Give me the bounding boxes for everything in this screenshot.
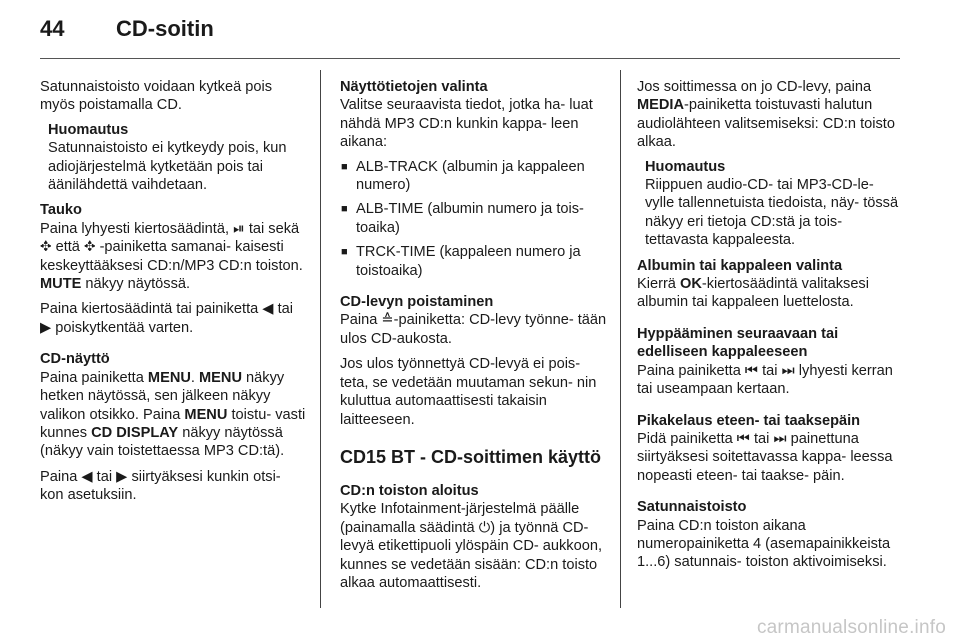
paragraph-poisto: Paina ≙-painiketta: CD-levy työnne- tään ulos CD-aukosta. [340,312,607,347]
note-body: Satunnaistoisto ei kytkeydy pois, kun adiojärjestelmä kytketään pois tai äänilähdettä vaihdetaan. [48,140,287,194]
menu-label: MENU [199,369,242,386]
seek-forward-icon: ⏭ [773,430,787,447]
eject-icon: ≙ [381,312,394,329]
arrow-left-icon: ◀ [81,468,93,485]
list-item: ■ ALB-TIME (albumin numero ja tois- toaika) [340,200,608,237]
section-heading-satunnaistoisto: Satunnaistoisto [637,499,747,516]
arrow-left-icon: ◀ [262,301,274,318]
power-icon: ⏻ [478,519,491,536]
seek-back-icon: ⏮ [744,362,759,379]
paragraph-pikakelaus: Pidä painiketta ⏮ tai ⏭ painettuna siirtyäksesi soitettavassa kappa- leessa nopeasti eteen- tai taakse- päin. [637,430,893,484]
menu-label: MENU [147,369,191,386]
paragraph-aloitus: Kytke Infotainment-järjestelmä päälle (painamalla säädintä ⏻) ja työnnä CD-levyä etikettipuoli ylöspäin CD- aukkoon, kunnes se vedetään sisään: CD:n toisto alkaa automaattisesti. [340,501,603,591]
column-2 [340,78,608,592]
paragraph-cd-naytto: Paina painiketta MENU. MENU näkyy hetken näytössä, sen jälkeen näkyy valikon otsikko. Paina MENU toistu- vasti kunnes CD DISPLAY näkyy näytössä (näkyy vain toistettaessa MP3 CD:tä). [40,369,306,460]
paragraph-hyppaaminen: Paina painiketta ⏮ tai ⏭ lyhyesti kerran tai useampaan kertaan. [637,362,893,398]
column-divider-1 [320,70,321,608]
section-heading-hyppaaminen: Hyppääminen seuraavaan tai edelliseen kappaleeseen [637,325,839,361]
section-heading-pikakelaus: Pikakelaus eteen- tai taaksepäin [637,412,861,429]
watermark: carmanualsonline.info [756,617,946,638]
note-body: Riippuen audio-CD- tai MP3-CD-le- vylle tallennetuista tiedoista, näy- tössä näkyy eri tietoja CD:stä ja tois- tettavasta kappaleesta. [645,177,899,249]
paragraph: Jos soittimessa on jo CD-levy, paina MEDIA-painiketta toistuvasti halutun audiolähteen valitsemiseksi: CD:n toisto alkaa. [637,79,895,151]
paragraph: Satunnaistoisto voidaan kytkeä pois myös poistamalla CD. [40,79,273,114]
paragraph-tauko: Paina lyhyesti kiertosäädintä, ⏯ tai sekä ✥ että ✥ -painiketta samanai- kaisesti keskeyttääksesi CD:n/MP3 CD:n toiston. MUTE näkyy näytössä. [40,220,303,293]
column-3 [637,78,905,572]
note-heading: Huomautus [48,121,129,138]
column-1 [40,78,308,505]
media-label: MEDIA [637,97,685,114]
seek-back-icon: ⏮ [736,430,750,447]
ok-label: OK [679,276,702,293]
section-heading-cd-naytto: CD-näyttö [40,351,110,368]
arrow-right-icon: ▶ [40,319,52,336]
section-heading-albumi: Albumin tai kappaleen valinta [637,257,843,274]
section-heading-poisto: CD-levyn poistaminen [340,294,494,311]
menu-label: MENU [184,406,228,423]
note-block [40,121,308,195]
section-heading-naytto-tiedot: Näyttötietojen valinta [340,79,488,95]
note-heading: Huomautus [645,158,726,175]
page-title: CD-soitin [116,16,214,41]
list-item: ■ TRCK-TIME (kappaleen numero ja toistoaika) [340,243,608,280]
paragraph: Valitse seuraavista tiedot, jotka ha- luat nähdä MP3 CD:n kunkin kappa- leen aikana: [340,97,593,151]
section-heading-aloitus: CD:n toiston aloitus [340,482,479,499]
paragraph-satunnaistoisto: Paina CD:n toiston aikana numeropainiketta 4 (asemapainikkeista 1...6) satunnais- toiston aktivoimiseksi. [637,517,891,571]
note-block [637,158,905,250]
cd-display-label: CD DISPLAY [91,424,179,441]
column-divider-2 [620,70,621,608]
pause-icon: ⏯ [233,220,245,237]
paragraph-albumi: Kierrä OK-kiertosäädintä valitaksesi albumin tai kappaleen luettelosta. [637,276,869,311]
paragraph: Jos ulos työnnettyä CD-levyä ei pois- teta, se vedetään muutaman sekun- nin kuluttua automaattisesti takaisin laitteeseen. [340,356,597,428]
list-item: ■ ALB-TRACK (albumin ja kappaleen numero) [340,158,608,195]
mute-label: MUTE [40,276,82,293]
seek-forward-icon: ⏭ [781,362,795,379]
dial-icon: ✥ [83,239,96,256]
arrow-right-icon: ▶ [116,468,128,485]
paragraph-kierto: Paina kiertosäädintä tai painiketta ◀ tai ▶ poiskytkentää varten. [40,301,293,336]
paragraph-otsikko: Paina ◀ tai ▶ siirtyäksesi kunkin otsi- kon asetuksiin. [40,468,281,504]
section-heading-tauko: Tauko [40,202,82,219]
section-title-cd15: CD15 BT - CD-soittimen käyttö [340,446,602,467]
dial-icon: ✥ [40,239,52,256]
header-rule [40,58,900,59]
page-number: 44 [40,16,65,41]
